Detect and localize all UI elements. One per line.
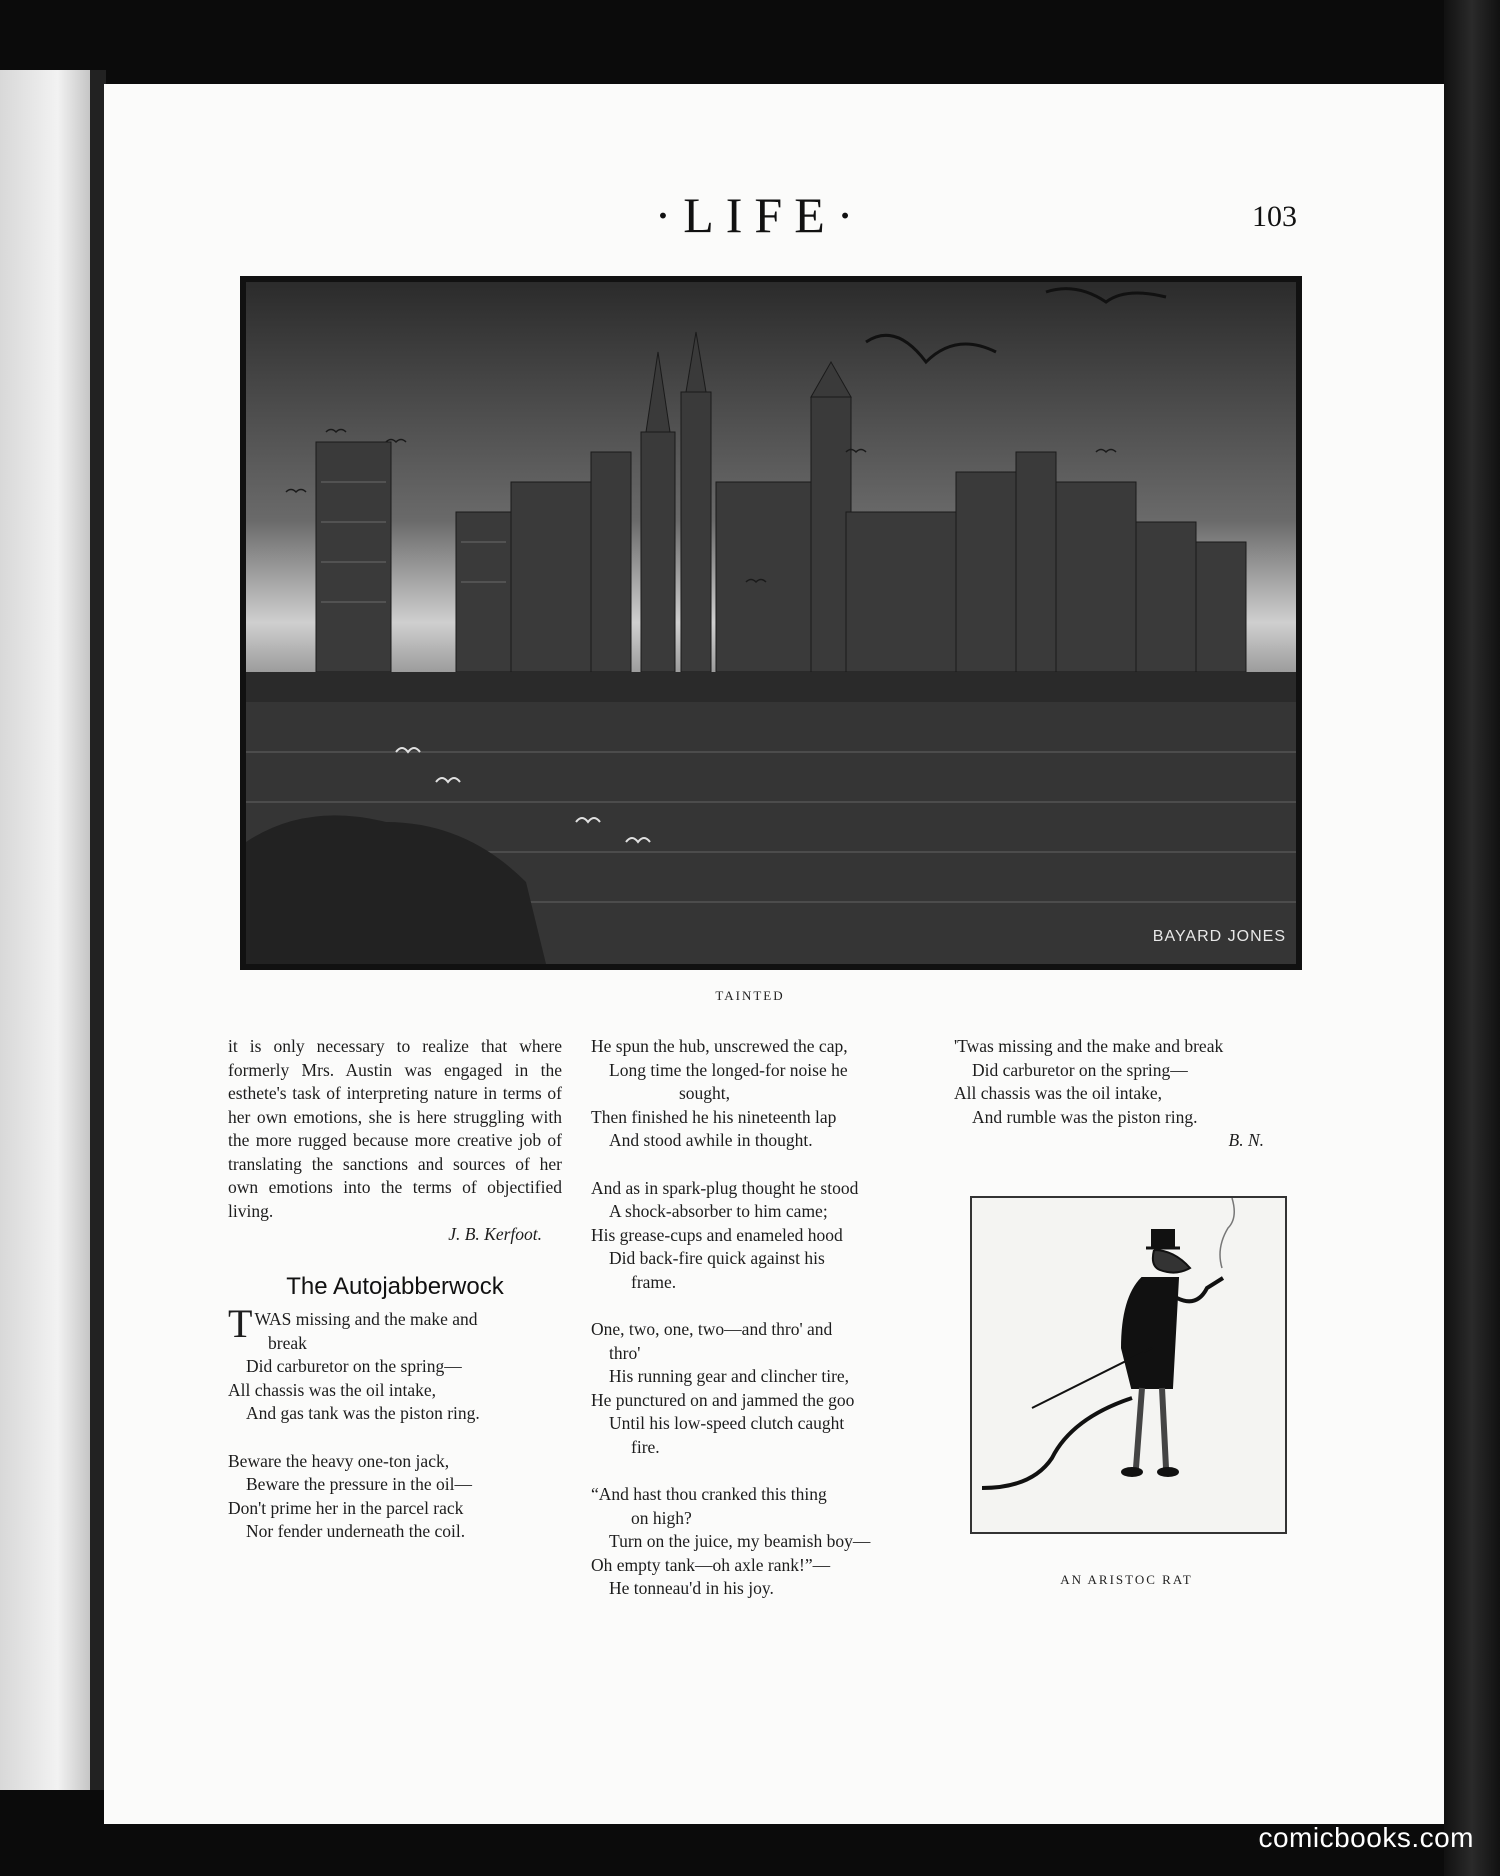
poem-line: frame. — [631, 1271, 677, 1292]
artist-signature: BAYARD JONES — [1152, 928, 1286, 945]
poem-line: He tonneau'd in his joy. — [609, 1578, 774, 1598]
column-right — [954, 1035, 1294, 1153]
poem-line: Then finished he his nineteenth lap — [591, 1106, 837, 1127]
scan-border — [1444, 0, 1500, 1876]
poem-line: Beware the heavy one-ton jack, — [228, 1450, 450, 1471]
poem-line: Nor fender underneath the coil. — [246, 1521, 466, 1541]
poem-stanza — [228, 1301, 562, 1426]
essay-ending: it is only necessary to realize that where formerly Mrs. Austin was engaged in the esthete's task of interpreting nature in terms of her own emotions, she is here struggling with the more rugged because more creative job of translating the sanctions and sources of her own emotions into the terms of objectified living. — [228, 1036, 562, 1221]
poem-line: Beware the pressure in the oil— — [246, 1474, 472, 1494]
poem-stanza — [591, 1483, 926, 1601]
watermark: comicbooks.com — [1258, 1822, 1474, 1853]
poem-line: One, two, one, two—and thro' and — [591, 1319, 833, 1339]
essay-byline: J. B. Kerfoot. — [448, 1224, 542, 1244]
poem-line: Oh empty tank—oh axle rank!”— — [591, 1554, 831, 1575]
poem-line: His running gear and clincher tire, — [609, 1366, 850, 1386]
aristocrat-cartoon — [970, 1196, 1287, 1534]
poem-line: A shock-absorber to him came; — [609, 1201, 828, 1221]
poem-line: And gas tank was the piston ring. — [246, 1403, 480, 1423]
poem-line: sought, — [679, 1083, 731, 1103]
skyline-drawing — [246, 282, 1296, 964]
poem-line: “And hast thou cranked this thing — [591, 1484, 827, 1504]
poem-line: Turn on the juice, my beamish boy— — [609, 1531, 871, 1551]
poem-line: And stood awhile in thought. — [609, 1130, 813, 1150]
poem-stanza — [591, 1177, 926, 1295]
drop-cap: T — [228, 1301, 253, 1346]
poem-stanza — [591, 1035, 926, 1153]
poem-line: Did carburetor on the spring— — [246, 1356, 462, 1376]
poem-line: WAS missing and the make and — [254, 1309, 478, 1329]
poem-line: He punctured on and jammed the goo — [591, 1389, 855, 1410]
poem-stanza — [228, 1450, 562, 1544]
poem-line: All chassis was the oil intake, — [228, 1379, 437, 1400]
poem-line: And as in spark-plug thought he stood — [591, 1177, 859, 1198]
poem-line: And rumble was the piston ring. — [972, 1106, 1198, 1127]
page-number: 103 — [1252, 200, 1297, 233]
rat-drawing — [972, 1198, 1285, 1532]
poem-line: Did back-fire quick against his — [609, 1248, 825, 1268]
tainted-illustration — [240, 276, 1302, 970]
poem-line: Long time the longed-for noise he — [609, 1059, 848, 1080]
poem-line: Don't prime her in the parcel rack — [228, 1497, 464, 1518]
poem-line: on high? — [631, 1507, 692, 1528]
poem-line: Did carburetor on the spring— — [972, 1059, 1188, 1080]
poem-line: All chassis was the oil intake, — [954, 1083, 1163, 1103]
poem-stanza — [954, 1035, 1294, 1129]
poem-title: The Autojabberwock — [286, 1272, 504, 1300]
illustration-caption: TAINTED — [715, 988, 785, 1003]
masthead: ·LIFE· — [654, 187, 866, 243]
poem-line: 'Twas missing and the make and break — [954, 1036, 1224, 1056]
poem-line: Until his low-speed clutch caught — [609, 1413, 845, 1433]
poem-stanza — [591, 1318, 926, 1459]
poem-line: He spun the hub, unscrewed the cap, — [591, 1036, 848, 1056]
poem-byline: B. N. — [1228, 1130, 1264, 1150]
column-left — [228, 1035, 562, 1568]
poem-line: fire. — [631, 1436, 660, 1457]
left-page-edge — [0, 70, 96, 1790]
poem-line: thro' — [609, 1342, 641, 1363]
cartoon-caption: AN ARISTOC RAT — [1060, 1572, 1193, 1587]
column-middle — [591, 1035, 926, 1625]
poem-line: break — [268, 1332, 307, 1353]
poem-line: His grease-cups and enameled hood — [591, 1224, 843, 1245]
